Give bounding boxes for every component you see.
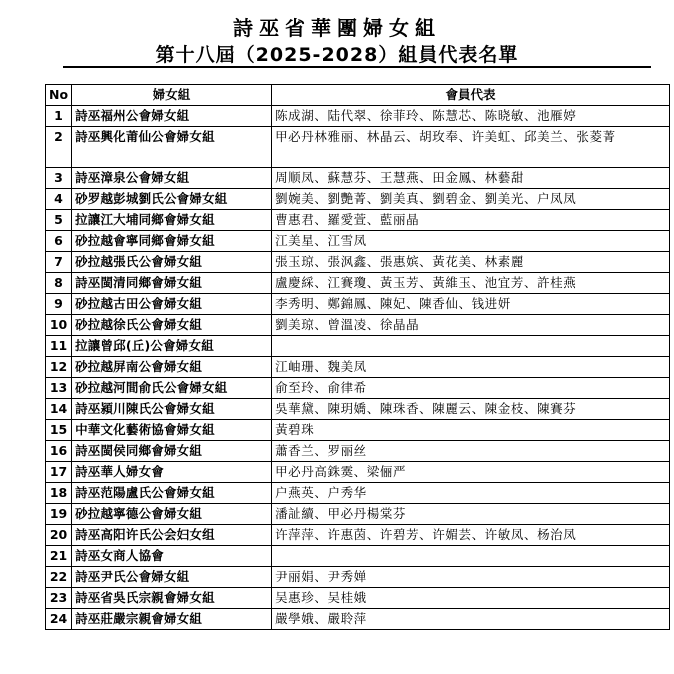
member-representatives: 甲必丹高銖霙、梁俪严 bbox=[272, 462, 670, 483]
row-number: 12 bbox=[46, 357, 72, 378]
row-number: 6 bbox=[46, 231, 72, 252]
row-number: 9 bbox=[46, 294, 72, 315]
member-representatives: 蕭香兰、罗丽丝 bbox=[272, 441, 670, 462]
member-representatives: 吳華黛、陳玥嬌、陳珠香、陳麗云、陳金枝、陳賽芬 bbox=[272, 399, 670, 420]
row-number: 16 bbox=[46, 441, 72, 462]
womens-group-name: 拉讓江大埔同鄉會婦女組 bbox=[72, 210, 272, 231]
member-representatives: 俞至玲、俞律希 bbox=[272, 378, 670, 399]
table-row bbox=[46, 106, 670, 127]
row-number: 1 bbox=[46, 106, 72, 127]
row-number: 11 bbox=[46, 336, 72, 357]
table-row bbox=[46, 567, 670, 588]
member-representatives: 周顺凤、蘇慧芬、王慧燕、田金鳳、林藝甜 bbox=[272, 168, 670, 189]
womens-group-name: 詩巫閩侯同鄉會婦女組 bbox=[72, 441, 272, 462]
womens-group-name: 詩巫女商人協會 bbox=[72, 546, 272, 567]
womens-group-name: 詩巫福州公會婦女組 bbox=[72, 106, 272, 127]
row-number: 13 bbox=[46, 378, 72, 399]
womens-group-name: 砂拉越會寧同鄉會婦女組 bbox=[72, 231, 272, 252]
document-title: 詩巫省華團婦女組 bbox=[233, 16, 441, 40]
womens-group-name: 詩巫閩清同鄉會婦女組 bbox=[72, 273, 272, 294]
member-representatives: 许萍萍、许惠茵、许碧芳、许媚芸、许敏凤、杨治凤 bbox=[272, 525, 670, 546]
row-number: 22 bbox=[46, 567, 72, 588]
row-number: 19 bbox=[46, 504, 72, 525]
title-underline bbox=[63, 66, 651, 68]
table-row bbox=[46, 252, 670, 273]
member-representatives: 江美星、江雪凤 bbox=[272, 231, 670, 252]
row-number: 8 bbox=[46, 273, 72, 294]
table-row bbox=[46, 336, 670, 357]
womens-group-name: 砂拉越寧德公會婦女組 bbox=[72, 504, 272, 525]
womens-group-name: 砂拉越徐氏公會婦女組 bbox=[72, 315, 272, 336]
member-representatives: 嚴學娥、嚴聆萍 bbox=[272, 609, 670, 630]
table-row bbox=[46, 420, 670, 441]
womens-group-name: 砂拉越屏南公會婦女組 bbox=[72, 357, 272, 378]
womens-group-name: 詩巫興化莆仙公會婦女組 bbox=[72, 127, 272, 168]
member-representatives: 張玉琼、張沨鑫、張惠嫔、黃花美、林素麗 bbox=[272, 252, 670, 273]
member-representatives bbox=[272, 336, 670, 357]
row-number: 14 bbox=[46, 399, 72, 420]
womens-group-name: 砂罗越彭城劉氏公會婦女組 bbox=[72, 189, 272, 210]
womens-group-name: 詩巫漳泉公會婦女組 bbox=[72, 168, 272, 189]
table-row bbox=[46, 483, 670, 504]
member-representatives: 江岫珊、魏美凤 bbox=[272, 357, 670, 378]
row-number: 23 bbox=[46, 588, 72, 609]
member-representatives: 劉婉美、劉艷菁、劉美真、劉碧金、劉美光、户凤凤 bbox=[272, 189, 670, 210]
womens-group-name: 詩巫省吳氏宗親會婦女組 bbox=[72, 588, 272, 609]
row-number: 3 bbox=[46, 168, 72, 189]
member-representatives: 劉美琼、曾溫凌、徐晶晶 bbox=[272, 315, 670, 336]
womens-group-name: 拉讓曾邱(丘)公會婦女組 bbox=[72, 336, 272, 357]
header-group: 婦女組 bbox=[72, 85, 272, 106]
header-no: No bbox=[46, 85, 72, 106]
member-representatives: 户燕英、户秀华 bbox=[272, 483, 670, 504]
table-row bbox=[46, 294, 670, 315]
table-row bbox=[46, 210, 670, 231]
womens-group-name: 詩巫潁川陳氏公會婦女組 bbox=[72, 399, 272, 420]
row-number: 7 bbox=[46, 252, 72, 273]
womens-group-name: 砂拉越張氏公會婦女組 bbox=[72, 252, 272, 273]
table-row bbox=[46, 231, 670, 252]
table-row bbox=[46, 357, 670, 378]
row-number: 21 bbox=[46, 546, 72, 567]
table-row bbox=[46, 525, 670, 546]
row-number: 2 bbox=[46, 127, 72, 168]
member-representatives: 尹丽娟、尹秀婵 bbox=[272, 567, 670, 588]
member-representatives: 黃碧珠 bbox=[272, 420, 670, 441]
table-row bbox=[46, 462, 670, 483]
row-number: 10 bbox=[46, 315, 72, 336]
member-representatives: 潘訨續、甲必丹楊棠芬 bbox=[272, 504, 670, 525]
member-representatives: 甲必丹林雅丽、林晶云、胡玫奉、许美虹、邱美兰、张菱菁 bbox=[272, 127, 670, 168]
womens-group-name: 詩巫范陽盧氏公會婦女組 bbox=[72, 483, 272, 504]
table-row bbox=[46, 378, 670, 399]
womens-group-name: 詩巫高阳许氏公会妇女组 bbox=[72, 525, 272, 546]
member-representatives: 曹惠君、羅愛萱、藍丽晶 bbox=[272, 210, 670, 231]
row-number: 17 bbox=[46, 462, 72, 483]
table-header-row bbox=[46, 85, 670, 106]
row-number: 24 bbox=[46, 609, 72, 630]
row-number: 15 bbox=[46, 420, 72, 441]
womens-group-name: 詩巫莊嚴宗親會婦女組 bbox=[72, 609, 272, 630]
table-row bbox=[46, 588, 670, 609]
table-row bbox=[46, 441, 670, 462]
table-row bbox=[46, 127, 670, 168]
row-number: 4 bbox=[46, 189, 72, 210]
table-row bbox=[46, 315, 670, 336]
womens-group-name: 砂拉越河間俞氏公會婦女組 bbox=[72, 378, 272, 399]
roster-table bbox=[45, 84, 670, 630]
table-row bbox=[46, 399, 670, 420]
womens-group-name: 砂拉越古田公會婦女組 bbox=[72, 294, 272, 315]
member-representatives: 李秀明、鄭錦鳳、陳妃、陳香仙、钱进妍 bbox=[272, 294, 670, 315]
table-row bbox=[46, 546, 670, 567]
womens-group-name: 詩巫尹氏公會婦女組 bbox=[72, 567, 272, 588]
table-row bbox=[46, 504, 670, 525]
member-representatives: 盧慶綵、江賽瓊、黃玉芳、黃維玉、池宜芳、許桂燕 bbox=[272, 273, 670, 294]
member-representatives: 陈成湖、陆代翠、徐菲玲、陈慧芯、陈晓敏、池雁婷 bbox=[272, 106, 670, 127]
header-members: 會員代表 bbox=[272, 85, 670, 106]
womens-group-name: 詩巫華人婦女會 bbox=[72, 462, 272, 483]
row-number: 5 bbox=[46, 210, 72, 231]
table-row bbox=[46, 609, 670, 630]
document-subtitle: 第十八屆（2025-2028）組員代表名單 bbox=[155, 44, 519, 66]
row-number: 18 bbox=[46, 483, 72, 504]
member-representatives bbox=[272, 546, 670, 567]
member-representatives: 吴惠珍、吴桂娥 bbox=[272, 588, 670, 609]
table-row bbox=[46, 189, 670, 210]
table-row bbox=[46, 273, 670, 294]
row-number: 20 bbox=[46, 525, 72, 546]
womens-group-name: 中華文化藝術協會婦女組 bbox=[72, 420, 272, 441]
table-body bbox=[46, 106, 670, 630]
table-row bbox=[46, 168, 670, 189]
